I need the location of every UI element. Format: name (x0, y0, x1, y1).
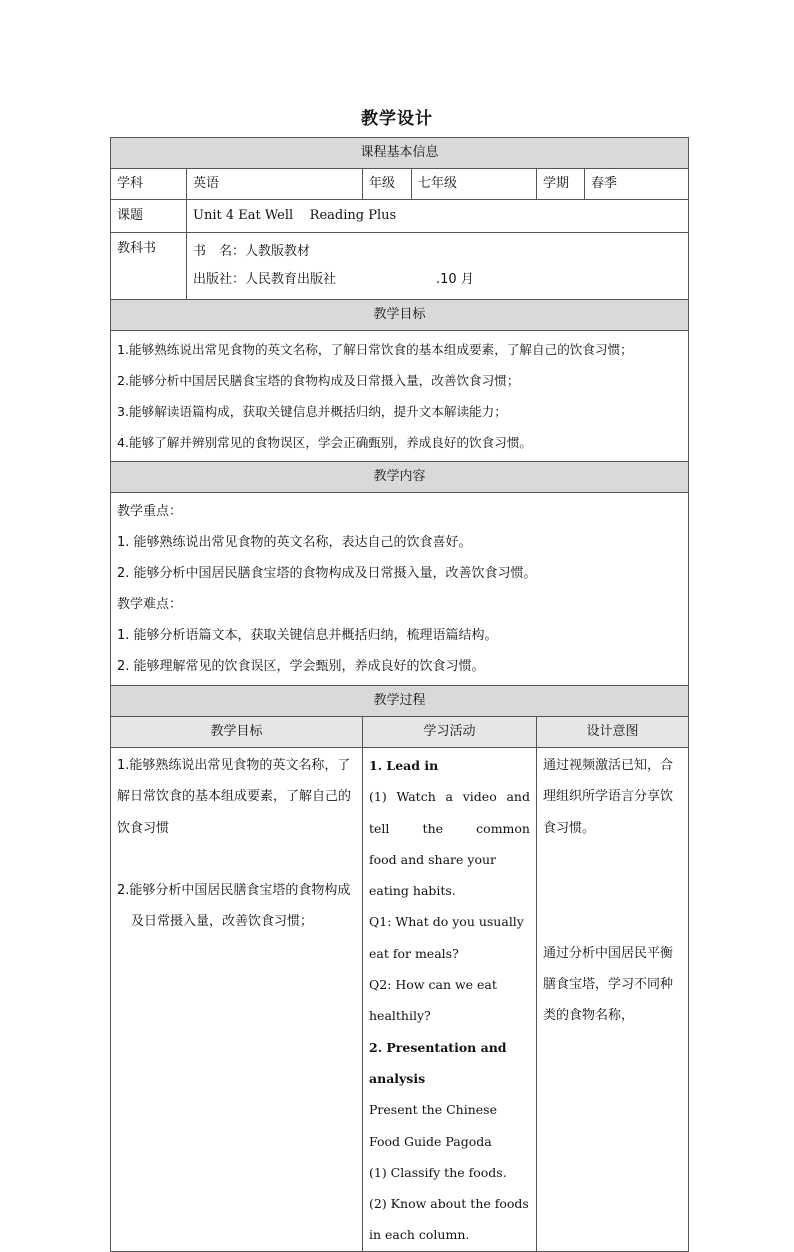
key-point-item: 1. 能够熟练说出常见食物的英文名称，表达自己的饮食喜好。 (117, 535, 472, 550)
objectives-header: 教学目标 (111, 300, 689, 331)
content-body (111, 493, 689, 686)
activity-line: Present the Chinese Food Guide Pagoda (369, 1102, 497, 1149)
term-label: 学期 (537, 169, 585, 200)
activity-line: (2) Know about the foods in each column. (369, 1196, 529, 1243)
basic-info-header: 课程基本信息 (111, 138, 689, 169)
publisher: 出版社：人民教育出版社 (193, 272, 337, 287)
design-intent-1: 通过视频激活已知，合理组织所学语言分享饮食习惯。 (543, 758, 674, 836)
activity-line: (1) Watch a video and tell the common (369, 789, 530, 836)
topic-label: 课题 (111, 200, 187, 233)
design-intent-2: 通过分析中国居民平衡膳食宝塔，学习不同种类的食物名称， (543, 945, 674, 1024)
publish-date: .10 月 (436, 272, 474, 287)
page-title: 教学设计 (361, 109, 433, 129)
key-point-item: 2. 能够分析中国居民膳食宝塔的食物构成及日常摄入量，改善饮食习惯。 (117, 566, 537, 581)
grade-label: 年级 (363, 169, 412, 200)
activity-question: Q1: What do you usually eat for meals? (369, 914, 524, 961)
objective-item: 3.能够解读语篇构成，获取关键信息并概括归纳，提升文本解读能力； (117, 404, 507, 419)
activity-line: (1) Classify the foods. (369, 1164, 507, 1180)
activity-line: food and share your eating habits. (369, 851, 497, 899)
difficult-point-item: 1. 能够分析语篇文本，获取关键信息并概括归纳，梳理语篇结构。 (117, 628, 498, 643)
subject-label: 学科 (111, 169, 187, 200)
difficult-points-label: 教学难点： (117, 597, 183, 612)
objective-item: 4.能够了解并辨别常见的食物误区，学会正确甄别，养成良好的饮食习惯。 (117, 435, 533, 450)
process-col-goal: 教学目标 (111, 717, 363, 748)
term-value: 春季 (585, 169, 689, 200)
textbook-label: 教科书 (111, 233, 187, 300)
objective-item: 1.能够熟练说出常见食物的英文名称，了解日常饮食的基本组成要素，了解自己的饮食习惯； (117, 342, 633, 357)
process-col-activity: 学习活动 (363, 717, 537, 748)
objective-item: 2.能够分析中国居民膳食宝塔的食物构成及日常摄入量，改善饮食习惯； (117, 373, 520, 388)
book-name: 书 名：人教版教材 (193, 244, 311, 259)
activity-step-title: 2. Presentation and analysis (369, 1039, 507, 1086)
process-col-intent: 设计意图 (537, 717, 689, 748)
publisher-line (193, 266, 682, 294)
key-points-label: 教学重点： (117, 504, 183, 519)
topic-value: Unit 4 Eat Well Reading Plus (187, 200, 689, 233)
process-activities (363, 748, 537, 1252)
textbook-info (187, 233, 689, 300)
activity-step-title: 1. Lead in (369, 758, 439, 773)
difficult-point-item: 2. 能够理解常见的饮食误区，学会甄别，养成良好的饮食习惯。 (117, 659, 485, 674)
process-intents (537, 748, 689, 1252)
activity-question: Q2: How can we eat healthily? (369, 977, 497, 1024)
process-goal-2: 2.能够分析中国居民膳食宝塔的食物构成及日常摄入量，改善饮食习惯； (117, 883, 351, 930)
process-goal-1: 1.能够熟练说出常见食物的英文名称，了解日常饮食的基本组成要素，了解自己的饮食习惯 (117, 758, 352, 836)
process-header: 教学过程 (111, 686, 689, 717)
grade-value: 七年级 (412, 169, 537, 200)
process-goals (111, 748, 363, 1252)
content-header: 教学内容 (111, 462, 689, 493)
subject-value: 英语 (187, 169, 363, 200)
objectives-list (111, 331, 689, 462)
lesson-plan-table (110, 137, 688, 1252)
